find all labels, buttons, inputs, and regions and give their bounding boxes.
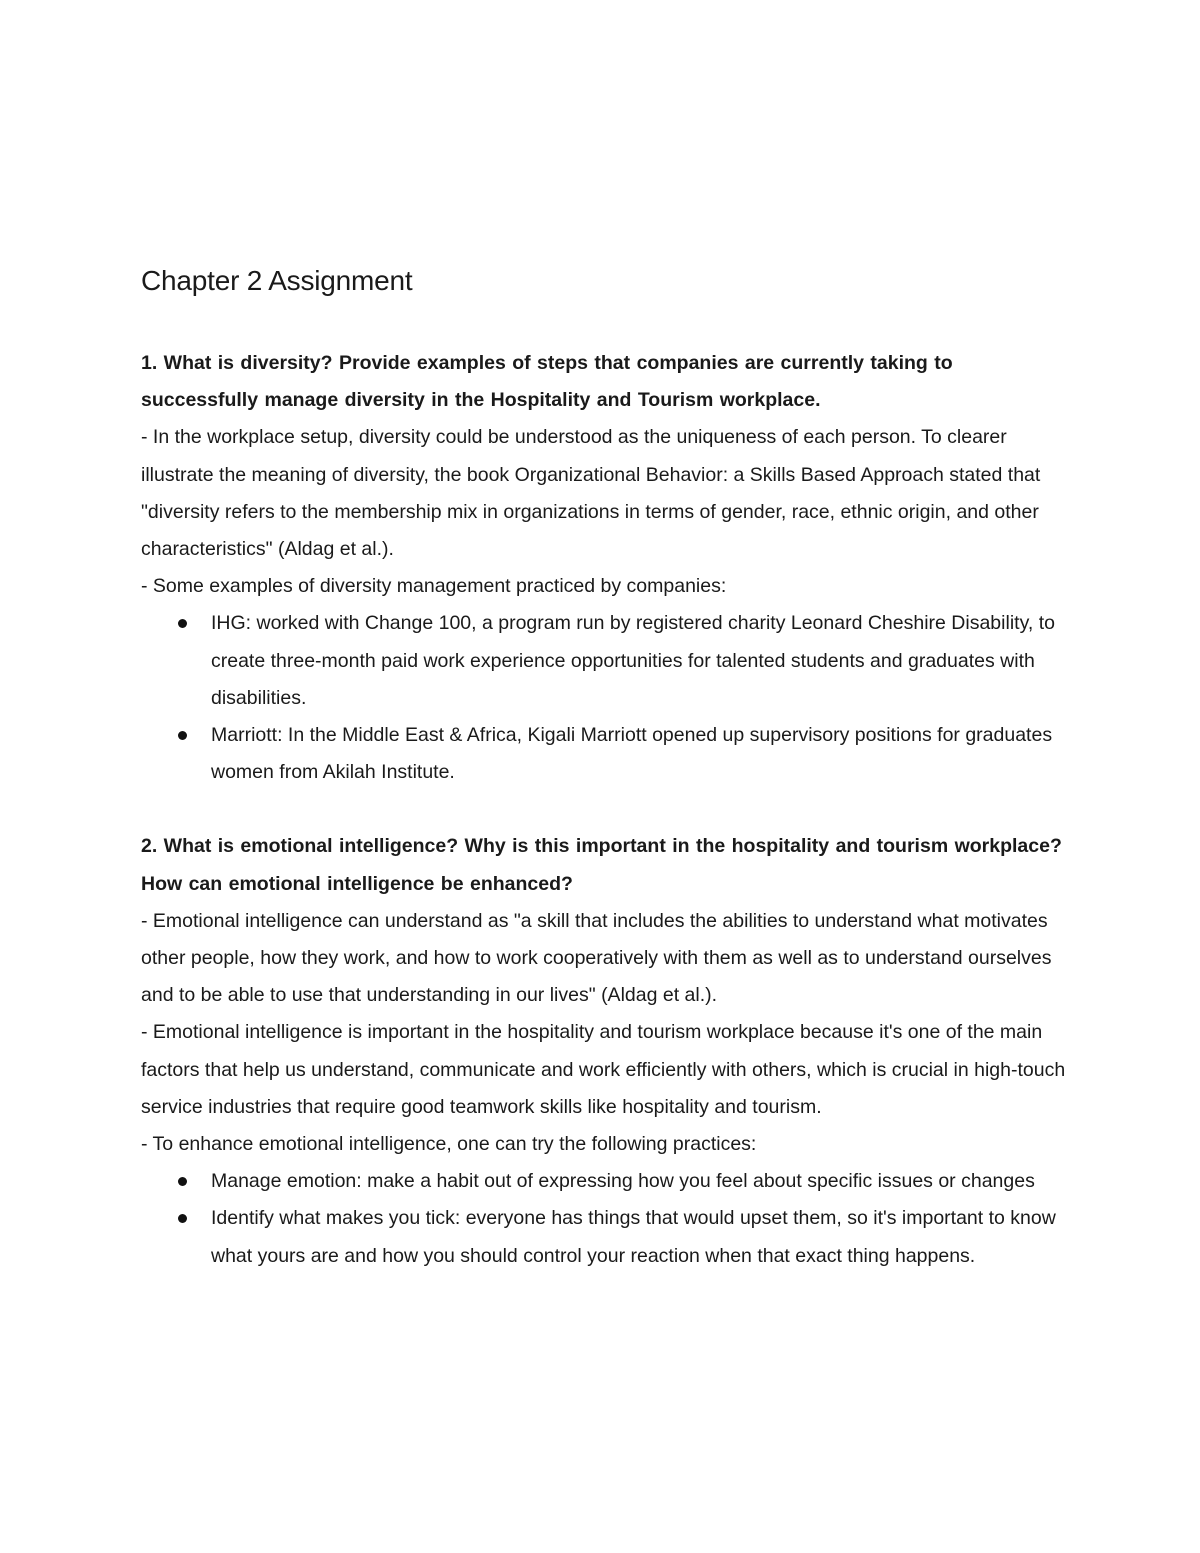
list-item [211,717,1066,791]
answer-paragraph: - Some examples of diversity management practiced by companies: [141,575,727,598]
answer-paragraph: - In the workplace setup, diversity could be understood as the uniqueness of each person. To clearer illustrate the meaning of diversity, the book Organizational Behavior: a Skills Based Approach stated that "diversity refers to the membership mix in organizations in terms of gender, race, ethnic origin, and other characteristics" (Aldag et al.). [141,426,1041,561]
answer-paragraph: - Emotional intelligence can understand as "a skill that includes the abilities to understand what motivates other people, how they work, and how to work cooperatively with them as well as to understand ourselves and to be able to use that understanding in our lives" (Aldag et al.). [141,909,1052,1007]
bullet-icon [178,619,187,628]
list-item-text: IHG: worked with Change 100, a program run by registered charity Leonard Cheshire Disability, to create three-month paid work experience opportunities for talented students and graduates with disabilities. [211,612,1055,709]
question-heading: 1. What is diversity? Provide examples of steps that companies are currently taking to successfully manage diversity in the Hospitality and Tourism workplace. [141,352,953,412]
answer-paragraph: - Emotional intelligence is important in the hospitality and tourism workplace because it's one of the main factors that help us understand, communicate and work efficiently with others, which is crucial in high-touch service industries that require good teamwork skills like hospitality and tourism. [141,1021,1066,1118]
list-item [211,605,1066,717]
section-diversity [141,345,1066,791]
page-title: Chapter 2 Assignment [141,265,413,296]
list-item-text: Marriott: In the Middle East & Africa, Kigali Marriott opened up supervisory positions for graduates women from Akilah Institute. [211,724,1053,784]
list-item [211,1200,1066,1274]
bullet-icon [178,731,187,740]
list-item-text: Manage emotion: make a habit out of expressing how you feel about specific issues or changes [211,1170,1035,1193]
list-item-text: Identify what makes you tick: everyone has things that would upset them, so it's important to know what yours are and how you should control your reaction when that exact thing happens. [211,1207,1056,1267]
document-page [141,262,1066,1275]
answer-paragraph: - To enhance emotional intelligence, one can try the following practices: [141,1133,757,1156]
bullet-icon [178,1177,187,1186]
list-item [211,1163,1066,1200]
bullet-list [141,1163,1066,1275]
question-heading: 2. What is emotional intelligence? Why is this important in the hospitality and tourism workplace? How can emotional intelligence be enhanced? [141,835,1062,895]
section-emotional-intelligence [141,828,1066,1274]
bullet-icon [178,1214,187,1223]
bullet-list [141,605,1066,791]
spacer [141,791,1066,828]
